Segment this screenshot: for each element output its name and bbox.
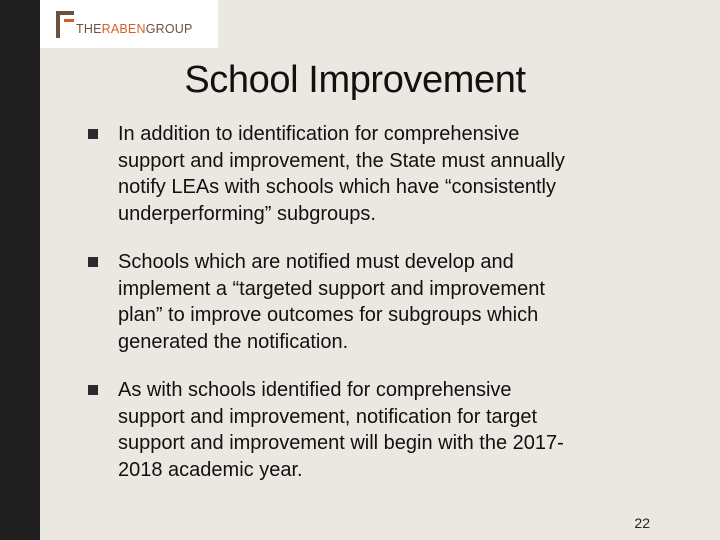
left-accent-bar	[0, 0, 40, 540]
bullet-item	[88, 249, 648, 355]
logo-accent: RABEN	[101, 22, 146, 36]
bullet-text: As with schools identified for comprehensive support and improvement, notification for target support and improvement will begin with the 2017- 2018 academic year.	[118, 379, 564, 481]
bullet-text: In addition to identification for comprehensive support and improvement, the State must annually notify LEAs with schools which have “consistently underperforming” subgroups.	[118, 123, 565, 225]
logo-suffix: GROUP	[145, 22, 193, 36]
bullet-item	[88, 121, 648, 227]
company-logo	[40, 0, 218, 48]
slide-title: School Improvement	[184, 59, 526, 101]
logo-prefix: THE	[76, 22, 102, 36]
square-bullet-icon	[88, 257, 98, 267]
bullet-text: Schools which are notified must develop and implement a “targeted support and improvement plan” to improve outcomes for subgroups which generated the notification.	[118, 251, 545, 353]
bullet-list	[88, 121, 648, 505]
logo-wordmark	[76, 22, 193, 36]
square-bullet-icon	[88, 129, 98, 139]
logo-mark-icon	[52, 8, 76, 42]
square-bullet-icon	[88, 385, 98, 395]
page-number: 22	[634, 515, 650, 531]
bullet-item	[88, 377, 648, 483]
